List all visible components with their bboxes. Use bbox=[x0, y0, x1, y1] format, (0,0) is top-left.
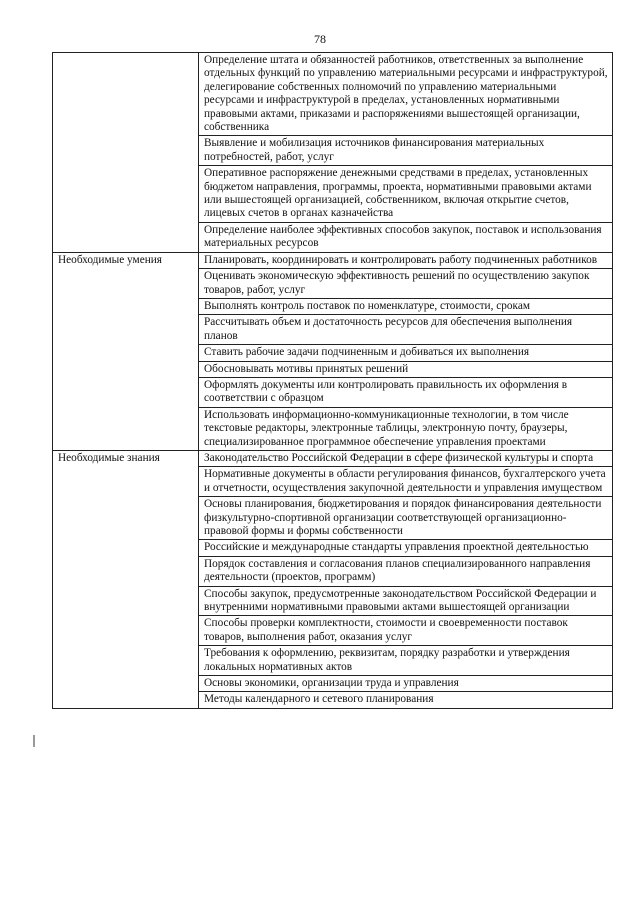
requirement-cell: Выполнять контроль поставок по номенклатуре, стоимости, срокам bbox=[199, 298, 613, 314]
table-row bbox=[53, 53, 613, 136]
requirement-cell: Оформлять документы или контролировать правильность их оформления в соответствии с образцом bbox=[199, 377, 613, 407]
table-row bbox=[53, 252, 613, 268]
table-row bbox=[53, 450, 613, 466]
requirement-cell: Требования к оформлению, реквизитам, порядку разработки и утверждения локальных нормативных актов bbox=[199, 646, 613, 676]
requirement-cell: Порядок составления и согласования планов специализированного направления деятельности (проектов, программ) bbox=[199, 556, 613, 586]
requirement-cell: Оценивать экономическую эффективность решений по осуществлению закупок товаров, работ, услуг bbox=[199, 269, 613, 299]
requirement-cell: Обосновывать мотивы принятых решений bbox=[199, 361, 613, 377]
requirement-cell: Основы экономики, организации труда и управления bbox=[199, 676, 613, 692]
requirement-cell: Российские и международные стандарты управления проектной деятельностью bbox=[199, 540, 613, 556]
requirement-cell: Планировать, координировать и контролировать работу подчиненных работников bbox=[199, 252, 613, 268]
scan-mark bbox=[33, 735, 35, 747]
requirement-cell: Использовать информационно-коммуникационные технологии, в том числе текстовые редакторы, электронные таблицы, электронную почту, браузеры, специализированное программное обеспечение управления проектами bbox=[199, 407, 613, 450]
requirement-cell: Способы проверки комплектности, стоимости и своевременности поставок товаров, выполнения работ, оказания услуг bbox=[199, 616, 613, 646]
requirement-cell: Основы планирования, бюджетирования и порядок финансирования деятельности физкультурно-спортивной организации соответствующей организационно-правовой формы и формы собственности bbox=[199, 497, 613, 540]
requirement-cell: Нормативные документы в области регулирования финансов, бухгалтерского учета и отчетности, осуществления закупочной деятельности и управления имуществом bbox=[199, 467, 613, 497]
section-label: Необходимые знания bbox=[53, 450, 199, 708]
requirement-cell: Определение наиболее эффективных способов закупок, поставок и использования материальных ресурсов bbox=[199, 222, 613, 252]
requirement-cell: Методы календарного и сетевого планирования bbox=[199, 692, 613, 708]
requirement-cell: Законодательство Российской Федерации в сфере физической культуры и спорта bbox=[199, 450, 613, 466]
empty-label-cell bbox=[53, 53, 199, 253]
requirement-cell: Определение штата и обязанностей работников, ответственных за выполнение отдельных функций по управлению материальными ресурсами и инфраструктурой, делегирование собственных полномочий по управлению материальными ресурсами и инфраструктурой в пределах, установленных нормативными правовыми актами, приказами и распоряжениями вышестоящей организации, собственника bbox=[199, 53, 613, 136]
requirement-cell: Способы закупок, предусмотренные законодательством Российской Федерации и внутренними нормативными правовыми актами вышестоящей организации bbox=[199, 586, 613, 616]
section-label: Необходимые умения bbox=[53, 252, 199, 450]
requirement-cell: Выявление и мобилизация источников финансирования материальных потребностей, работ, услуг bbox=[199, 136, 613, 166]
requirement-cell: Рассчитывать объем и достаточность ресурсов для обеспечения выполнения планов bbox=[199, 315, 613, 345]
competency-table bbox=[52, 52, 613, 709]
requirement-cell: Ставить рабочие задачи подчиненным и добиваться их выполнения bbox=[199, 345, 613, 361]
page-number: 78 bbox=[314, 32, 326, 46]
requirement-cell: Оперативное распоряжение денежными средствами в пределах, установленных бюджетом направления, программы, проекта, нормативными правовыми актами или вышестоящей организацией, собственником, включая открытие счетов, лицевых счетов в органах казначейства bbox=[199, 166, 613, 223]
